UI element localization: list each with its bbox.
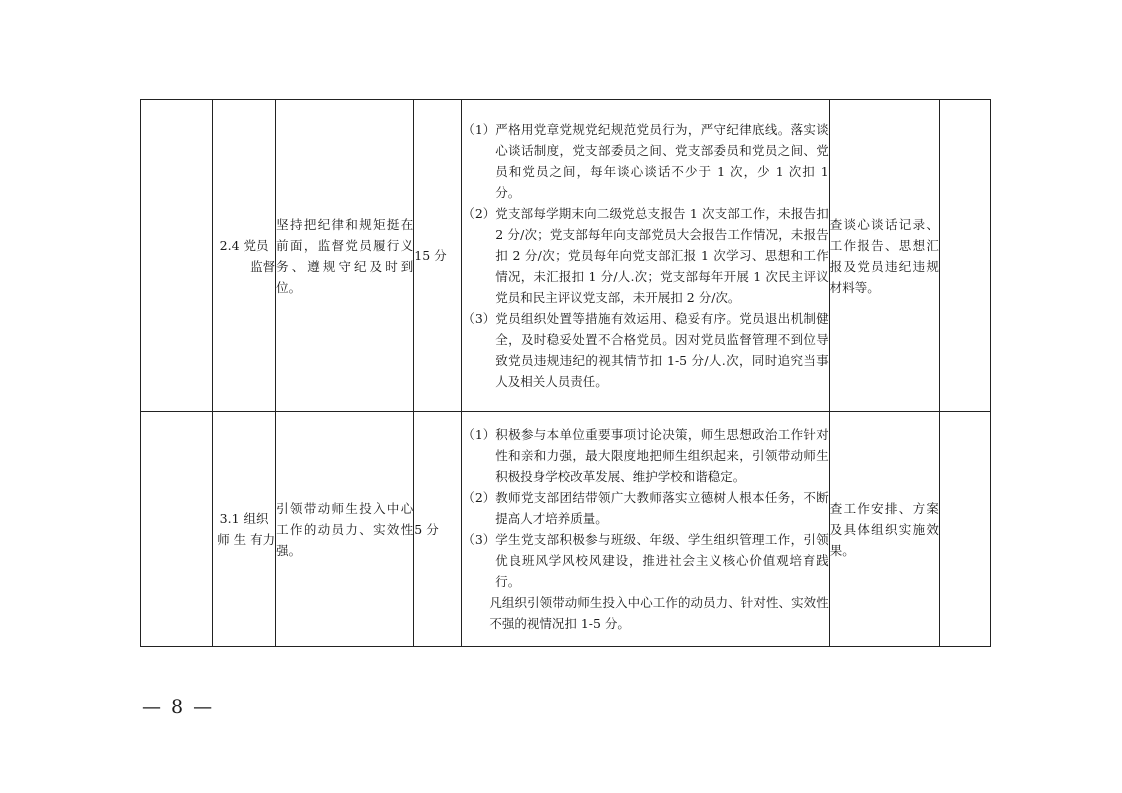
table-row bbox=[141, 100, 991, 412]
criteria-text: 学生党支部积极参与班级、年级、学生组织管理工作，引领优良班风学风校风建设，推进社会主义核心价值观培育践行。 bbox=[495, 532, 829, 589]
standard-cell: 引领带动师生投入中心工作的动员力、实效性强。 bbox=[276, 412, 414, 647]
criteria-text: 严格用党章党规党纪规范党员行为，严守纪律底线。落实谈心谈话制度，党支部委员之间、党支部委员和党员之间、党员和党员之间，每年谈心谈话不少于 1 次，少 1 次扣 1 分。 bbox=[495, 122, 829, 200]
category-cell bbox=[213, 412, 276, 647]
criteria-text: 教师党支部团结带领广大教师落实立德树人根本任务，不断提高人才培养质量。 bbox=[495, 490, 829, 526]
empty-category-cell bbox=[141, 100, 213, 412]
criteria-item bbox=[462, 308, 828, 392]
page-number: — 8 — bbox=[142, 696, 215, 718]
criteria-cell bbox=[462, 100, 829, 412]
table-row bbox=[141, 412, 991, 647]
criteria-item bbox=[462, 424, 828, 487]
criteria-text: 积极参与本单位重要事项讨论决策，师生思想政治工作针对性和亲和力强，最大限度地把师生组织起来，引领带动师生积极投身学校改革发展、维护学校和谐稳定。 bbox=[495, 427, 829, 484]
method-cell: 查谈心谈话记录、工作报告、思想汇报及党员违纪违规材料等。 bbox=[829, 100, 939, 412]
criteria-text: 党支部每学期末向二级党总支报告 1 次支部工作，未报告扣 2 分/次；党支部每年向支部党员大会报告工作情况，未报告扣 2 分/次；党员每年向党支部汇报 1 次学习、思想和工作情况，未汇报扣 1 分/人.次；党支部每年开展 1 次民主评议党员和民主评议党支部，未开展扣 2 分/次。 bbox=[495, 206, 829, 305]
remark-cell bbox=[939, 412, 990, 647]
criteria-item bbox=[462, 203, 828, 308]
empty-category-cell bbox=[141, 412, 213, 647]
criteria-item bbox=[462, 119, 828, 203]
criteria-mark: （2） bbox=[462, 206, 496, 221]
criteria-text: 党员组织处置等措施有效运用、稳妥有序。党员退出机制健全，及时稳妥处置不合格党员。因对党员监督管理不到位导致党员违规违纪的视其情节扣 1-5 分/人.次，同时追究当事人及相关人员责任。 bbox=[495, 311, 829, 389]
criteria-mark: （2） bbox=[462, 490, 496, 505]
score-cell: 5 分 bbox=[414, 412, 462, 647]
criteria-mark: （1） bbox=[462, 122, 496, 137]
category-cell bbox=[213, 100, 276, 412]
criteria-item bbox=[462, 529, 828, 592]
category-name: 师 生 有力 bbox=[217, 532, 276, 547]
criteria-item bbox=[462, 487, 828, 529]
assessment-table bbox=[140, 99, 991, 647]
criteria-mark: （1） bbox=[462, 427, 496, 442]
criteria-cell bbox=[462, 412, 829, 647]
category-number: 3.1 组织 bbox=[219, 511, 269, 526]
score-cell: 15 分 bbox=[414, 100, 462, 412]
criteria-mark: （3） bbox=[462, 532, 496, 547]
method-cell: 查工作安排、方案及具体组织实施效果。 bbox=[829, 412, 939, 647]
remark-cell bbox=[939, 100, 990, 412]
category-number: 2.4 党员 bbox=[219, 237, 269, 253]
criteria-mark: （3） bbox=[462, 311, 496, 326]
criteria-note: 凡组织引领带动师生投入中心工作的动员力、针对性、实效性不强的视情况扣 1-5 分。 bbox=[489, 595, 829, 631]
category-name: 监督 bbox=[250, 258, 276, 274]
standard-cell: 坚持把纪律和规矩挺在前面，监督党员履行义务、遵规守纪及时到位。 bbox=[276, 100, 414, 412]
